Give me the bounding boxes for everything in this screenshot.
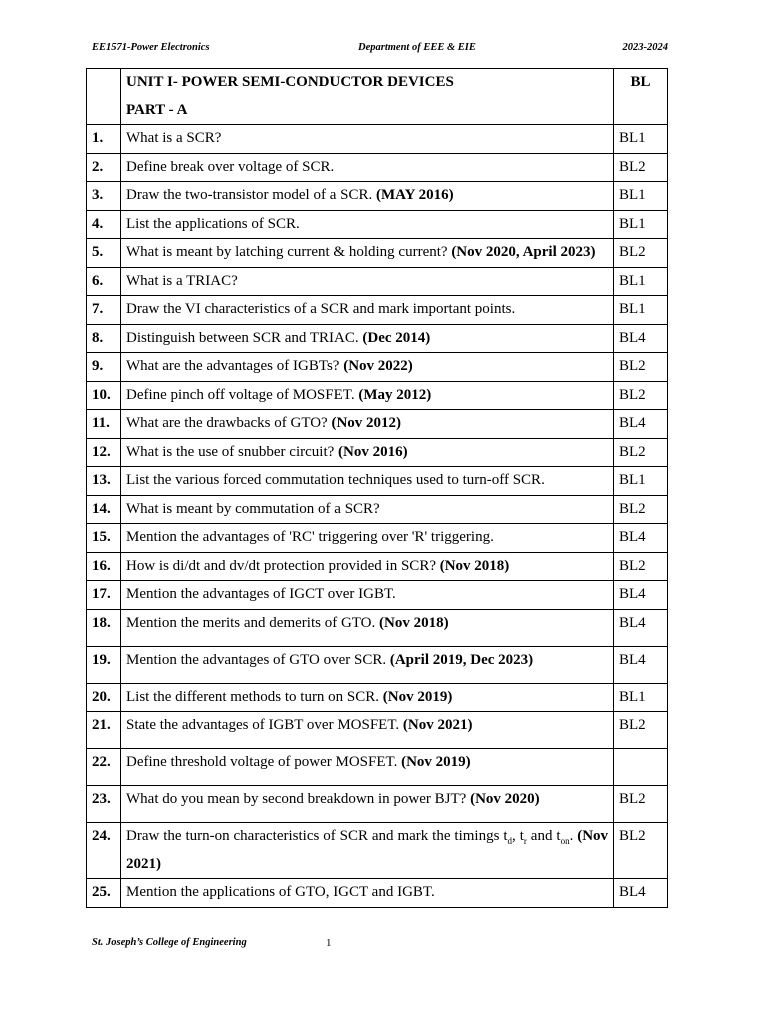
table-row (87, 712, 668, 749)
table-row (87, 495, 668, 524)
timing-symbol: t (519, 828, 524, 844)
bloom-level: BL2 (614, 495, 668, 524)
question-text-cell (121, 125, 614, 154)
table-row (87, 552, 668, 581)
exam-reference: (Nov 2019) (382, 688, 453, 705)
question-text: List the applications of SCR. (126, 215, 300, 232)
question-text-cell (121, 267, 614, 296)
question-number: 12. (87, 438, 121, 467)
question-text: Mention the merits and demerits of GTO. (126, 614, 376, 631)
question-text-cell (121, 182, 614, 211)
bloom-level: BL2 (614, 353, 668, 382)
question-number: 6. (87, 267, 121, 296)
footer-college: St. Joseph’s College of Engineering (92, 937, 247, 948)
table-row (87, 467, 668, 496)
timing-symbol: d (507, 836, 513, 846)
question-text-cell (121, 410, 614, 439)
table-title-row (87, 69, 668, 125)
bloom-level: BL4 (614, 879, 668, 908)
table-row (87, 210, 668, 239)
timing-symbol: r (523, 836, 527, 846)
question-text-cell (121, 353, 614, 382)
question-text: What are the drawbacks of GTO? (126, 415, 328, 431)
question-text: Define pinch off voltage of MOSFET. (126, 386, 355, 403)
exam-reference: (Nov 2012) (331, 415, 402, 431)
bloom-level: BL2 (614, 786, 668, 823)
bloom-level: BL2 (614, 712, 668, 749)
question-text-cell (121, 495, 614, 524)
question-text-cell (121, 712, 614, 749)
timing-symbol: and (530, 828, 553, 844)
exam-reference: (April 2019, Dec 2023) (389, 651, 534, 668)
question-text-cell (121, 683, 614, 712)
question-number: 15. (87, 524, 121, 553)
question-text-cell (121, 467, 614, 496)
question-text: What is the use of snubber circuit? (126, 443, 335, 460)
question-text: List the various forced commutation techniques used to turn-off SCR. (126, 472, 545, 488)
table-row (87, 239, 668, 268)
question-text: State the advantages of IGBT over MOSFET. (126, 717, 400, 733)
question-text-cell (121, 210, 614, 239)
question-text: Distinguish between SCR and TRIAC. (126, 329, 359, 346)
question-number: 1. (87, 125, 121, 154)
question-text: Define threshold voltage of power MOSFET. (126, 754, 398, 770)
question-text: What are the advantages of IGBTs? (126, 358, 340, 374)
exam-reference: (Nov 2018) (379, 614, 449, 631)
exam-reference: (Dec 2014) (362, 329, 431, 346)
table-row (87, 353, 668, 382)
question-number: 22. (87, 749, 121, 786)
bloom-level (614, 749, 668, 786)
unit-title-line2: PART - A (126, 101, 188, 118)
exam-reference: (Nov 2018) (439, 557, 510, 574)
question-number: 25. (87, 879, 121, 908)
question-number: 21. (87, 712, 121, 749)
question-text: Mention the advantages of IGCT over IGBT. (126, 586, 396, 602)
table-row (87, 296, 668, 325)
question-text: What is a TRIAC? (126, 272, 238, 289)
table-row (87, 879, 668, 908)
unit-title (121, 69, 614, 125)
bloom-level: BL1 (614, 296, 668, 325)
question-text-cell (121, 296, 614, 325)
table-row (87, 646, 668, 683)
question-text-cell (121, 524, 614, 553)
bloom-level: BL4 (614, 609, 668, 646)
question-text-cell (121, 581, 614, 610)
table-row (87, 153, 668, 182)
question-text: Draw the turn-on characteristics of SCR and mark the timings (126, 828, 500, 844)
question-text: Mention the advantages of 'RC' triggering over 'R' triggering. (126, 529, 494, 545)
table-row (87, 267, 668, 296)
question-text: What is meant by commutation of a SCR? (126, 500, 380, 517)
table-row (87, 125, 668, 154)
bloom-level: BL4 (614, 581, 668, 610)
question-text: What do you mean by second breakdown in power BJT? (126, 791, 467, 807)
question-text-cell (121, 646, 614, 683)
title-num-cell (87, 69, 121, 125)
bloom-level: BL1 (614, 210, 668, 239)
question-text-cell (121, 749, 614, 786)
bloom-level: BL1 (614, 125, 668, 154)
question-text: List the different methods to turn on SCR. (126, 688, 380, 705)
question-number: 14. (87, 495, 121, 524)
header-course: EE1571-Power Electronics (92, 42, 210, 53)
table-row (87, 609, 668, 646)
exam-reference: (Nov 2021) (126, 828, 609, 872)
header-department: Department of EEE & EIE (358, 42, 476, 53)
bloom-level: BL2 (614, 552, 668, 581)
exam-reference: (Nov 2016) (338, 443, 408, 460)
question-number: 18. (87, 609, 121, 646)
exam-reference: (Nov 2020, April 2023) (451, 244, 596, 260)
question-text-cell (121, 153, 614, 182)
bloom-level: BL2 (614, 153, 668, 182)
timing-symbol: t (503, 828, 508, 844)
bloom-level: BL2 (614, 239, 668, 268)
bloom-level: BL4 (614, 646, 668, 683)
table-row (87, 581, 668, 610)
table-row (87, 410, 668, 439)
exam-reference: (Nov 2020) (470, 791, 540, 807)
question-number: 11. (87, 410, 121, 439)
exam-reference: (Nov 2022) (343, 358, 413, 374)
bloom-level: BL4 (614, 524, 668, 553)
question-text-cell (121, 786, 614, 823)
table-row (87, 683, 668, 712)
question-number: 16. (87, 552, 121, 581)
question-text-cell (121, 324, 614, 353)
bloom-level: BL1 (614, 683, 668, 712)
question-text-cell (121, 879, 614, 908)
question-text-cell (121, 438, 614, 467)
unit-title-line1: UNIT I- POWER SEMI-CONDUCTOR DEVICES (126, 74, 454, 90)
question-text: Draw the VI characteristics of a SCR and mark important points. (126, 301, 516, 317)
table-row (87, 182, 668, 211)
question-number: 9. (87, 353, 121, 382)
question-text-cell (121, 609, 614, 646)
question-text: What is a SCR? (126, 130, 222, 146)
question-text-cell: Draw the turn-on characteristics of SCR and mark the timings $t_d$, $t_r$ and $t_{on}$. (Nov 2021) (121, 823, 614, 879)
question-text-cell (121, 381, 614, 410)
question-number: 23. (87, 786, 121, 823)
table-row (87, 524, 668, 553)
bloom-level: BL1 (614, 182, 668, 211)
exam-reference: (Nov 2021) (402, 717, 473, 733)
timing-symbol: t (556, 828, 561, 844)
question-number: 4. (87, 210, 121, 239)
bloom-level: BL1 (614, 267, 668, 296)
question-text: Define break over voltage of SCR. (126, 158, 335, 175)
bloom-level: BL1 (614, 467, 668, 496)
question-number: 20. (87, 683, 121, 712)
question-text: What is meant by latching current & holding current? (126, 244, 448, 260)
bl-header: BL (614, 69, 668, 125)
exam-reference: (MAY 2016) (375, 187, 454, 203)
question-text-cell (121, 552, 614, 581)
question-text-cell (121, 239, 614, 268)
question-table (86, 68, 668, 908)
table-row (87, 381, 668, 410)
question-number: 5. (87, 239, 121, 268)
question-number: 7. (87, 296, 121, 325)
table-row (87, 786, 668, 823)
timing-symbol: on (560, 836, 570, 846)
question-number: 10. (87, 381, 121, 410)
question-text: Draw the two-transistor model of a SCR. (126, 187, 373, 203)
question-number: 19. (87, 646, 121, 683)
question-text: How is di/dt and dv/dt protection provided in SCR? (126, 557, 436, 574)
table-row (87, 324, 668, 353)
question-text: Mention the advantages of GTO over SCR. (126, 651, 387, 668)
bloom-level: BL2 (614, 823, 668, 879)
question-number: 24. (87, 823, 121, 879)
exam-reference: (May 2012) (358, 386, 432, 403)
question-number: 8. (87, 324, 121, 353)
bloom-level: BL4 (614, 324, 668, 353)
question-text: Mention the applications of GTO, IGCT and IGBT. (126, 884, 435, 900)
bloom-level: BL2 (614, 381, 668, 410)
table-row (87, 749, 668, 786)
question-number: 13. (87, 467, 121, 496)
question-number: 17. (87, 581, 121, 610)
header-year: 2023-2024 (622, 42, 668, 53)
bloom-level: BL4 (614, 410, 668, 439)
question-number: 3. (87, 182, 121, 211)
bloom-level: BL2 (614, 438, 668, 467)
table-row (87, 438, 668, 467)
exam-reference: (Nov 2019) (401, 754, 471, 770)
question-number: 2. (87, 153, 121, 182)
table-row (87, 823, 668, 879)
page-number: 1 (326, 937, 332, 949)
